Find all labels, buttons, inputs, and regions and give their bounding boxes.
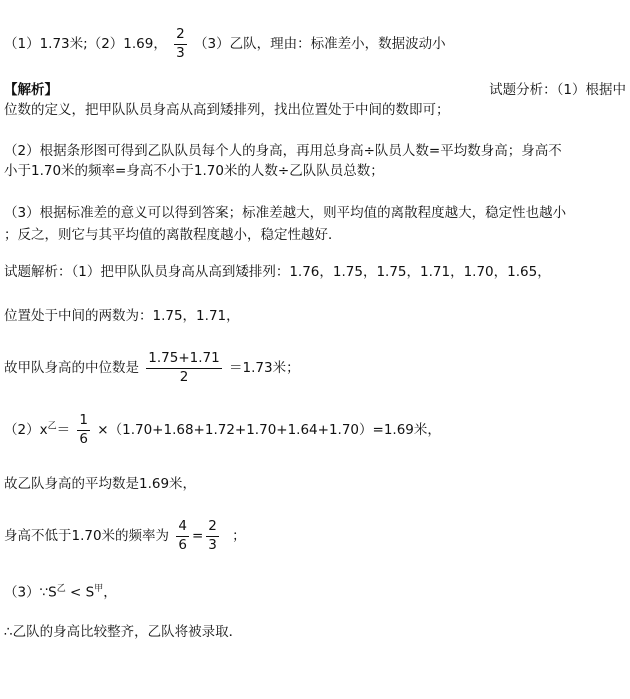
frequency-prefix: 身高不低于1.70米的频率为 bbox=[4, 528, 170, 544]
analysis-p2-line1: （2）根据条形图可得到乙队队员每个人的身高，再用总身高÷队员人数=平均数身高；身高不 bbox=[4, 143, 562, 159]
mean-prefix: （2）x bbox=[4, 422, 48, 438]
frequency-fraction-1 bbox=[176, 520, 189, 552]
mean-suffix: ×（1.70+1.68+1.72+1.70+1.64+1.70）=1.69米， bbox=[97, 422, 441, 438]
mean-equals: ＝ bbox=[56, 422, 71, 438]
mean-numerator: 1 bbox=[77, 414, 90, 431]
mean-fraction bbox=[77, 414, 90, 446]
frequency-line bbox=[4, 520, 246, 552]
solution-step1: 试题解析：（1）把甲队队员身高从高到矮排列：1.76，1.75，1.75，1.71，1.70，1.65， bbox=[4, 264, 551, 280]
variance-subscript-1: 乙 bbox=[56, 584, 66, 594]
answer-line bbox=[4, 28, 446, 60]
median-numerator: 1.75+1.71 bbox=[146, 352, 221, 369]
conclusion-line: ∴乙队的身高比较整齐，乙队将被录取． bbox=[4, 624, 243, 640]
frequency-numerator-2: 2 bbox=[206, 520, 219, 537]
variance-compare: < S bbox=[65, 584, 95, 601]
analysis-p1-line2: 位数的定义，把甲队队员身高从高到矮排列，找出位置处于中间的数即可； bbox=[4, 102, 450, 118]
solution-step5: 故乙队身高的平均数是1.69米， bbox=[4, 476, 197, 492]
variance-line bbox=[4, 585, 117, 600]
median-denominator: 2 bbox=[179, 368, 189, 385]
frequency-suffix: ； bbox=[232, 528, 246, 544]
solution-step2: 位置处于中间的两数为：1.75，1.71， bbox=[4, 308, 240, 324]
frequency-denominator-2: 3 bbox=[208, 536, 217, 553]
variance-subscript-2: 甲 bbox=[94, 584, 104, 594]
variance-suffix: ， bbox=[103, 584, 117, 601]
median-line bbox=[4, 352, 300, 384]
variance-prefix: （3）∵S bbox=[4, 584, 57, 601]
fraction-numerator: 2 bbox=[174, 28, 187, 45]
median-suffix: ＝1.73米； bbox=[229, 360, 300, 376]
answer-part3: （3）乙队，理由：标准差小，数据波动小 bbox=[194, 36, 446, 52]
analysis-label: 【解析】 bbox=[4, 82, 58, 98]
mean-line bbox=[4, 414, 441, 446]
mean-subscript: 乙 bbox=[47, 421, 57, 432]
frequency-numerator-1: 4 bbox=[176, 520, 189, 537]
frequency-equals: = bbox=[191, 528, 204, 544]
frequency-fraction-2 bbox=[206, 520, 219, 552]
analysis-p2-line2: 小于1.70米的频率=身高不小于1.70米的人数÷乙队队员总数； bbox=[4, 163, 384, 179]
median-prefix: 故甲队身高的中位数是 bbox=[4, 360, 139, 376]
analysis-p3-line1: （3）根据标准差的意义可以得到答案；标准差越大，则平均值的离散程度越大，稳定性也越小 bbox=[4, 205, 567, 221]
answer-part1: （1）1.73米;（2）1.69， bbox=[4, 36, 167, 52]
median-fraction bbox=[146, 352, 221, 384]
analysis-p3-line2: ；反之，则它与其平均值的离散程度越小，稳定性越好． bbox=[4, 227, 342, 243]
analysis-title: 试题分析：（1）根据中 bbox=[489, 82, 626, 98]
fraction-denominator: 3 bbox=[176, 44, 185, 61]
frequency-denominator-1: 6 bbox=[178, 536, 187, 553]
answer-fraction bbox=[174, 28, 187, 60]
mean-denominator: 6 bbox=[79, 430, 88, 447]
